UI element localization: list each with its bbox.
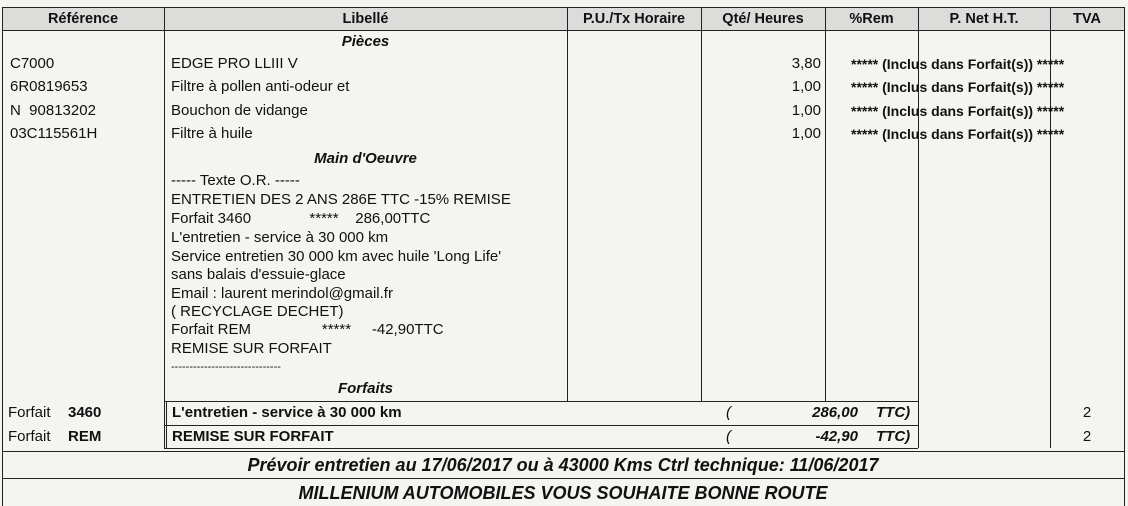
piece-label: Bouchon de vidange [171,102,308,119]
piece-ref: 6R0819653 [10,78,88,95]
col-divider-libelle [567,7,568,401]
piece-qty: 1,00 [791,78,821,95]
footer-maintenance-note: Prévoir entretien au 17/06/2017 ou à 43000 Kms Ctrl technique: 11/06/2017 [247,455,879,475]
forfait-row-top-border [164,401,918,402]
piece-ref: C7000 [10,55,55,72]
forfait-open-paren: ( [726,404,731,421]
forfait-code: 3460 [68,404,102,421]
header-pnet: P. Net H.T. [949,11,1019,27]
forfait-ttc: TTC) [876,404,911,421]
piece-label: EDGE PRO LLIII V [171,55,298,72]
table-top-border [2,7,1125,8]
piece-rem: ***** (Inclus dans Forfait(s)) ***** [851,56,1065,72]
forfait-prefix: Forfait [8,404,51,421]
header-bottom-border [2,30,1125,31]
header-reference: Référence [47,11,119,27]
labor-text-line: Service entretien 30 000 km avec huile 'Long Life' [171,248,502,265]
forfait-row-mid-border [164,425,918,426]
piece-label: Filtre à huile [171,125,253,142]
forfait-label-left-border [166,401,167,448]
labor-text-line: ENTRETIEN DES 2 ANS 286E TTC -15% REMISE [171,191,511,208]
piece-ref: 03C115561H [10,125,98,142]
col-divider-pu [701,7,702,401]
forfait-amount: 286,00 [812,404,858,421]
piece-ref: N 90813202 [10,102,96,119]
labor-text-line: ----- Texte O.R. ----- [171,172,300,189]
footer-mid-border [2,478,1125,479]
piece-rem: ***** (Inclus dans Forfait(s)) ***** [851,79,1065,95]
piece-label: Filtre à pollen anti-odeur et [171,78,350,95]
piece-qty: 1,00 [791,102,821,119]
header-rem: %Rem [849,11,894,27]
section-title-main-oeuvre: Main d'Oeuvre [314,150,417,167]
section-title-pieces: Pièces [341,33,390,50]
col-divider-pnet [1050,7,1051,448]
forfait-open-paren: ( [726,428,731,445]
forfait-tva: 2 [1082,428,1092,445]
piece-qty: 1,00 [791,125,821,142]
col-divider-qte [825,7,826,401]
forfait-tva: 2 [1082,404,1092,421]
labor-text-line: L'entretien - service à 30 000 km [171,229,389,246]
footer-top-border [2,451,1125,452]
header-libelle: Libellé [342,11,389,27]
forfait-prefix: Forfait [8,428,51,445]
forfait-amount: -42,90 [815,428,858,445]
piece-qty: 3,80 [791,55,821,72]
header-tva: TVA [1073,11,1101,27]
piece-rem: ***** (Inclus dans Forfait(s)) ***** [851,126,1065,142]
forfait-label: L'entretien - service à 30 000 km [172,404,402,421]
table-left-border [2,7,3,506]
forfait-row-bottom-border [164,448,918,449]
footer-greeting: MILLENIUM AUTOMOBILES VOUS SOUHAITE BONNE ROUTE [298,483,828,503]
labor-text-line: ( RECYCLAGE DECHET) [171,303,344,320]
forfait-ttc: TTC) [876,428,911,445]
col-divider-rem [918,7,919,448]
header-qte: Qté/ Heures [722,11,804,27]
forfait-label: REMISE SUR FORFAIT [172,428,334,445]
forfait-code: REM [68,428,102,445]
labor-text-line: sans balais d'essuie-glace [171,266,346,283]
table-right-border [1124,7,1125,506]
header-pu: P.U./Tx Horaire [582,11,686,27]
labor-text-line: REMISE SUR FORFAIT [171,340,332,357]
section-title-forfaits: Forfaits [337,380,393,397]
labor-text-line: Forfait 3460 ***** 286,00TTC [171,210,431,227]
piece-rem: ***** (Inclus dans Forfait(s)) ***** [851,103,1065,119]
labor-text-line: Email : laurent merindol@gmail.fr [171,285,393,302]
labor-text-line: ------------------------------ [171,361,281,373]
labor-text-line: Forfait REM ***** -42,90TTC [171,321,444,338]
